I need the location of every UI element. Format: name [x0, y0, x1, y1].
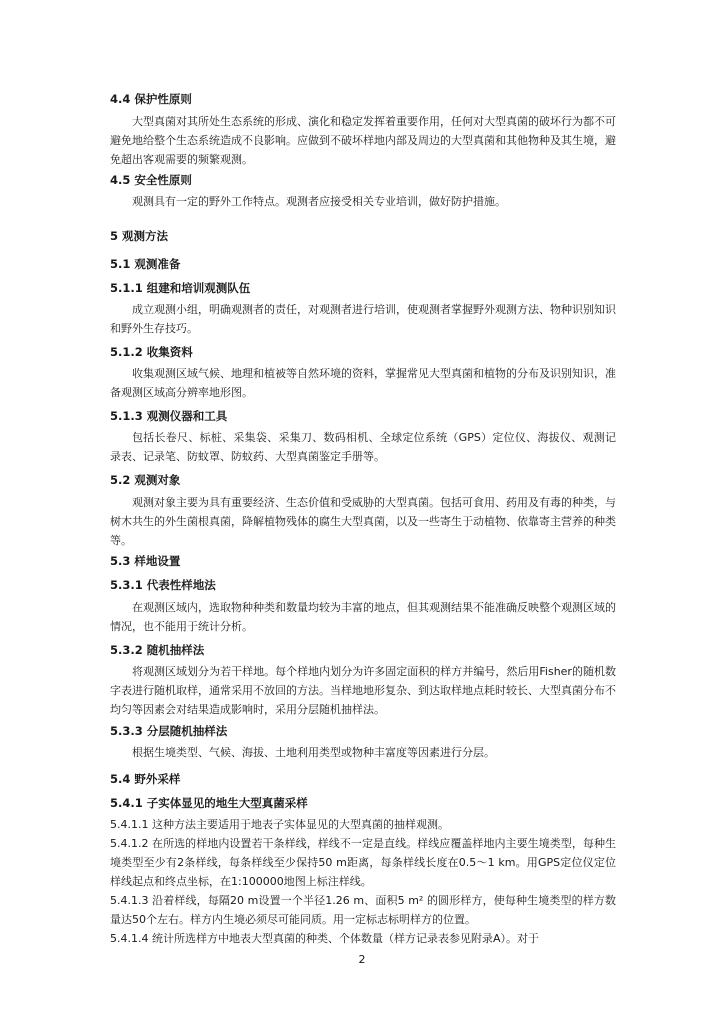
heading-4-5: 4.5 安全性原则 [110, 173, 192, 187]
paragraph: 5.4.1.3 沿着样线，每隔20 m设置一个半径1.26 m、面积5 m² 的圆形样方，使每种生境类型的样方数量达50个左右。样方内生境必须尽可能同质。用一定标志标明样方的位置。 [110, 894, 616, 926]
heading-5-1: 5.1 观测准备 [110, 257, 181, 271]
heading-5-1-2: 5.1.2 收集资料 [110, 345, 193, 359]
paragraph: 观测对象主要为具有重要经济、生态价值和受威胁的大型真菌。包括可食用、药用及有毒的种类，与树木共生的外生菌根真菌，降解植物残体的腐生大型真菌，以及一些寄生于动植物、依靠寄主营养的种类等。 [110, 496, 616, 547]
heading-5-3-1: 5.3.1 代表性样地法 [110, 578, 216, 592]
paragraph: 5.4.1.2 在所选的样地内设置若干条样线，样线不一定是直线。样线应覆盖样地内主要生境类型，每种生境类型至少有2条样线，每条样线至少保持50 m距离，每条样线长度在0.5～1 km。用GPS定位仪定位样线起点和终点坐标，在1:100000地图上标注样线。 [110, 837, 616, 888]
heading-5-1-3: 5.1.3 观测仪器和工具 [110, 409, 228, 423]
heading-5-3-2: 5.3.2 随机抽样法 [110, 643, 205, 657]
paragraph: 包括长卷尺、标桩、采集袋、采集刀、数码相机、全球定位系统（GPS）定位仪、海拔仪、观测记录表、记录笔、防蚊罩、防蚊药、大型真菌鉴定手册等。 [110, 431, 616, 463]
paragraph: 大型真菌对其所处生态系统的形成、演化和稳定发挥着重要作用，任何对大型真菌的破坏行为都不可避免地给整个生态系统造成不良影响。应做到不破坏样地内部及周边的大型真菌和其他物种及其生境，避免超出客观需要的频繁观测。 [110, 115, 616, 166]
heading-5-2: 5.2 观测对象 [110, 473, 181, 487]
heading-5-3-3: 5.3.3 分层随机抽样法 [110, 724, 228, 738]
paragraph: 观测具有一定的野外工作特点。观测者应接受相关专业培训，做好防护措施。 [132, 195, 506, 208]
heading-5-4: 5.4 野外采样 [110, 772, 181, 786]
paragraph: 根据生境类型、气候、海拔、土地利用类型或物种丰富度等因素进行分层。 [132, 746, 495, 759]
heading-5-3: 5.3 样地设置 [110, 554, 181, 568]
heading-4-4: 4.4 保护性原则 [110, 92, 192, 106]
heading-5-4-1: 5.4.1 子实体显见的地生大型真菌采样 [110, 796, 308, 810]
paragraph: 在观测区域内，选取物种种类和数量均较为丰富的地点，但其观测结果不能准确反映整个观测区域的情况，也不能用于统计分析。 [110, 601, 616, 633]
heading-5: 5 观测方法 [110, 229, 169, 243]
heading-5-1-1: 5.1.1 组建和培训观测队伍 [110, 281, 251, 295]
paragraph: 5.4.1.1 这种方法主要适用于地表子实体显见的大型真菌的抽样观测。 [110, 818, 449, 831]
paragraph: 收集观测区域气候、地理和植被等自然环境的资料，掌握常见大型真菌和植物的分布及识别知识，准备观测区域高分辨率地形图。 [110, 367, 616, 399]
paragraph: 将观测区域划分为若干样地。每个样地内划分为许多固定面积的样方并编号，然后用Fisher的随机数字表进行随机取样，通常采用不放回的方法。当样地地形复杂、到达取样地点耗时较长、大型真菌分布不均匀等因素会对结果造成影响时，采用分层随机抽样法。 [110, 665, 616, 716]
paragraph: 5.4.1.4 统计所选样方中地表大型真菌的种类、个体数量（样方记录表参见附录A）。对于 [110, 932, 540, 945]
page-number: 2 [358, 953, 366, 966]
paragraph: 成立观测小组，明确观测者的责任，对观测者进行培训，使观测者掌握野外观测方法、物种识别知识和野外生存技巧。 [110, 303, 616, 335]
